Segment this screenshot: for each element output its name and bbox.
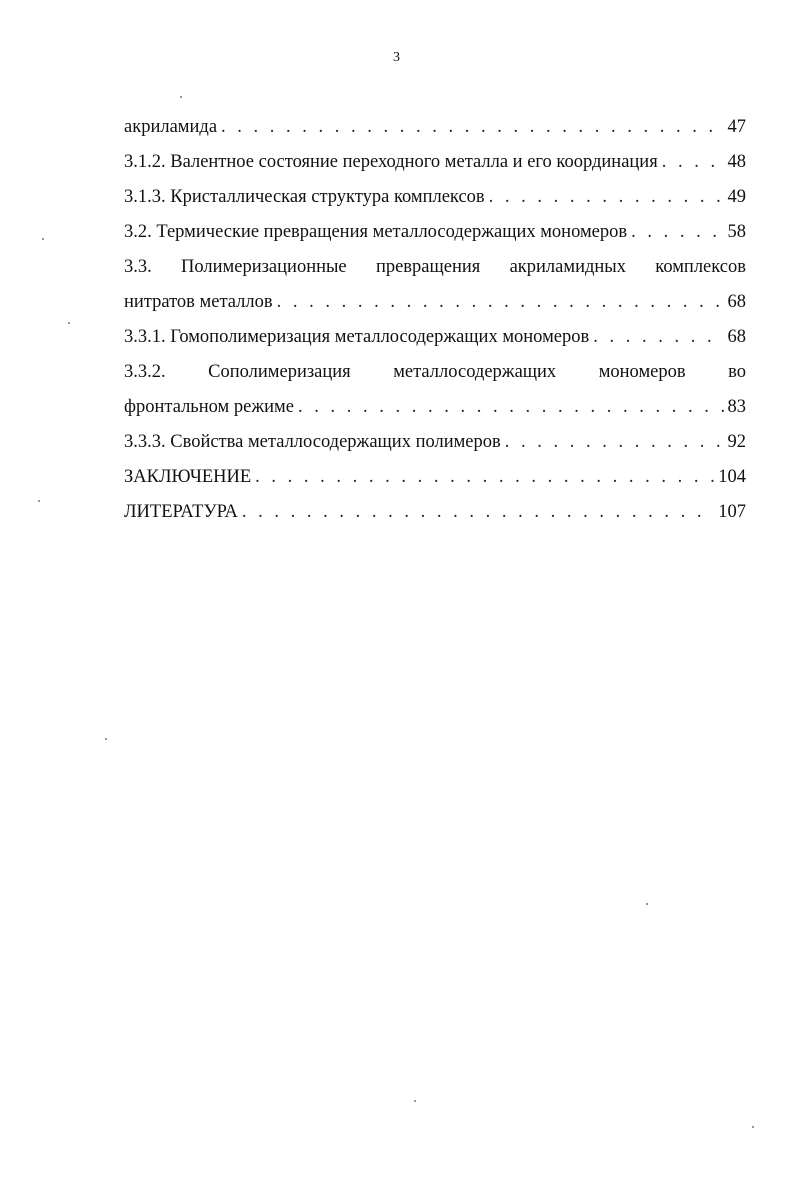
- toc-entry-label: 3.3.1. Гомополимеризация металлосодержащих мономеров: [124, 327, 590, 347]
- dot-leader: [238, 495, 714, 530]
- page-number: 3: [393, 50, 400, 65]
- toc-entry-label: 3.2. Термические превращения металлосодержащих мономеров: [124, 222, 628, 242]
- dot-leader: [485, 180, 724, 215]
- dot-leader: [273, 285, 724, 320]
- toc-entry-label: 3.3.3. Свойства металлосодержащих полимеров: [124, 432, 501, 452]
- scan-speck: [180, 96, 182, 98]
- toc-entry-continued-line: 3.3. Полимеризационные превращения акриламидных комплексов: [124, 257, 746, 277]
- toc-entry-page: 104: [718, 467, 746, 487]
- toc-entry-label: ЗАКЛЮЧЕНИЕ: [124, 467, 252, 487]
- toc-entry-label: акриламида: [124, 117, 218, 137]
- toc-entry: [124, 425, 746, 460]
- scan-speck: [105, 738, 107, 740]
- toc-entry-page: 92: [727, 432, 746, 452]
- toc-entry: [124, 180, 746, 215]
- dot-leader: [658, 145, 724, 180]
- scan-speck: [752, 1126, 754, 1128]
- dot-leader: [251, 460, 714, 495]
- toc-entry-label: 3.1.2. Валентное состояние переходного металла и его координация: [124, 152, 658, 172]
- toc-entry-page: 83: [727, 397, 746, 417]
- toc-entry-page: 68: [727, 327, 746, 347]
- toc-entry: [124, 285, 746, 320]
- toc-entry: [124, 145, 746, 180]
- toc-entry: [124, 390, 746, 425]
- toc-entry: [124, 320, 746, 355]
- toc-entry-page: 47: [727, 117, 746, 137]
- toc-entry: [124, 495, 746, 530]
- scan-speck: [646, 903, 648, 905]
- dot-leader: [217, 110, 723, 145]
- scan-speck: [414, 1100, 416, 1102]
- dot-leader: [294, 390, 724, 425]
- toc-entry-label: 3.1.3. Кристаллическая структура комплексов: [124, 187, 485, 207]
- toc-entry: [124, 460, 746, 495]
- dot-leader: [589, 320, 723, 355]
- toc-entry-label: фронтальном режиме: [124, 397, 294, 417]
- toc-entry: [124, 215, 746, 250]
- scan-speck: [38, 500, 40, 502]
- table-of-contents: [124, 110, 746, 530]
- toc-entry-page: 68: [727, 292, 746, 312]
- toc-entry-page: 48: [727, 152, 746, 172]
- toc-entry-page: 58: [727, 222, 746, 242]
- toc-entry-continued-line: 3.3.2. Сополимеризация металлосодержащих мономеров во: [124, 362, 746, 382]
- scan-speck: [68, 322, 70, 324]
- toc-entry-page: 49: [727, 187, 746, 207]
- toc-entry-label: нитратов металлов: [124, 292, 273, 312]
- toc-entry: [124, 110, 746, 145]
- toc-entry-page: 107: [718, 502, 746, 522]
- dot-leader: [627, 215, 723, 250]
- scan-speck: [42, 238, 44, 240]
- toc-entry-label: ЛИТЕРАТУРА: [124, 502, 238, 522]
- dot-leader: [501, 425, 724, 460]
